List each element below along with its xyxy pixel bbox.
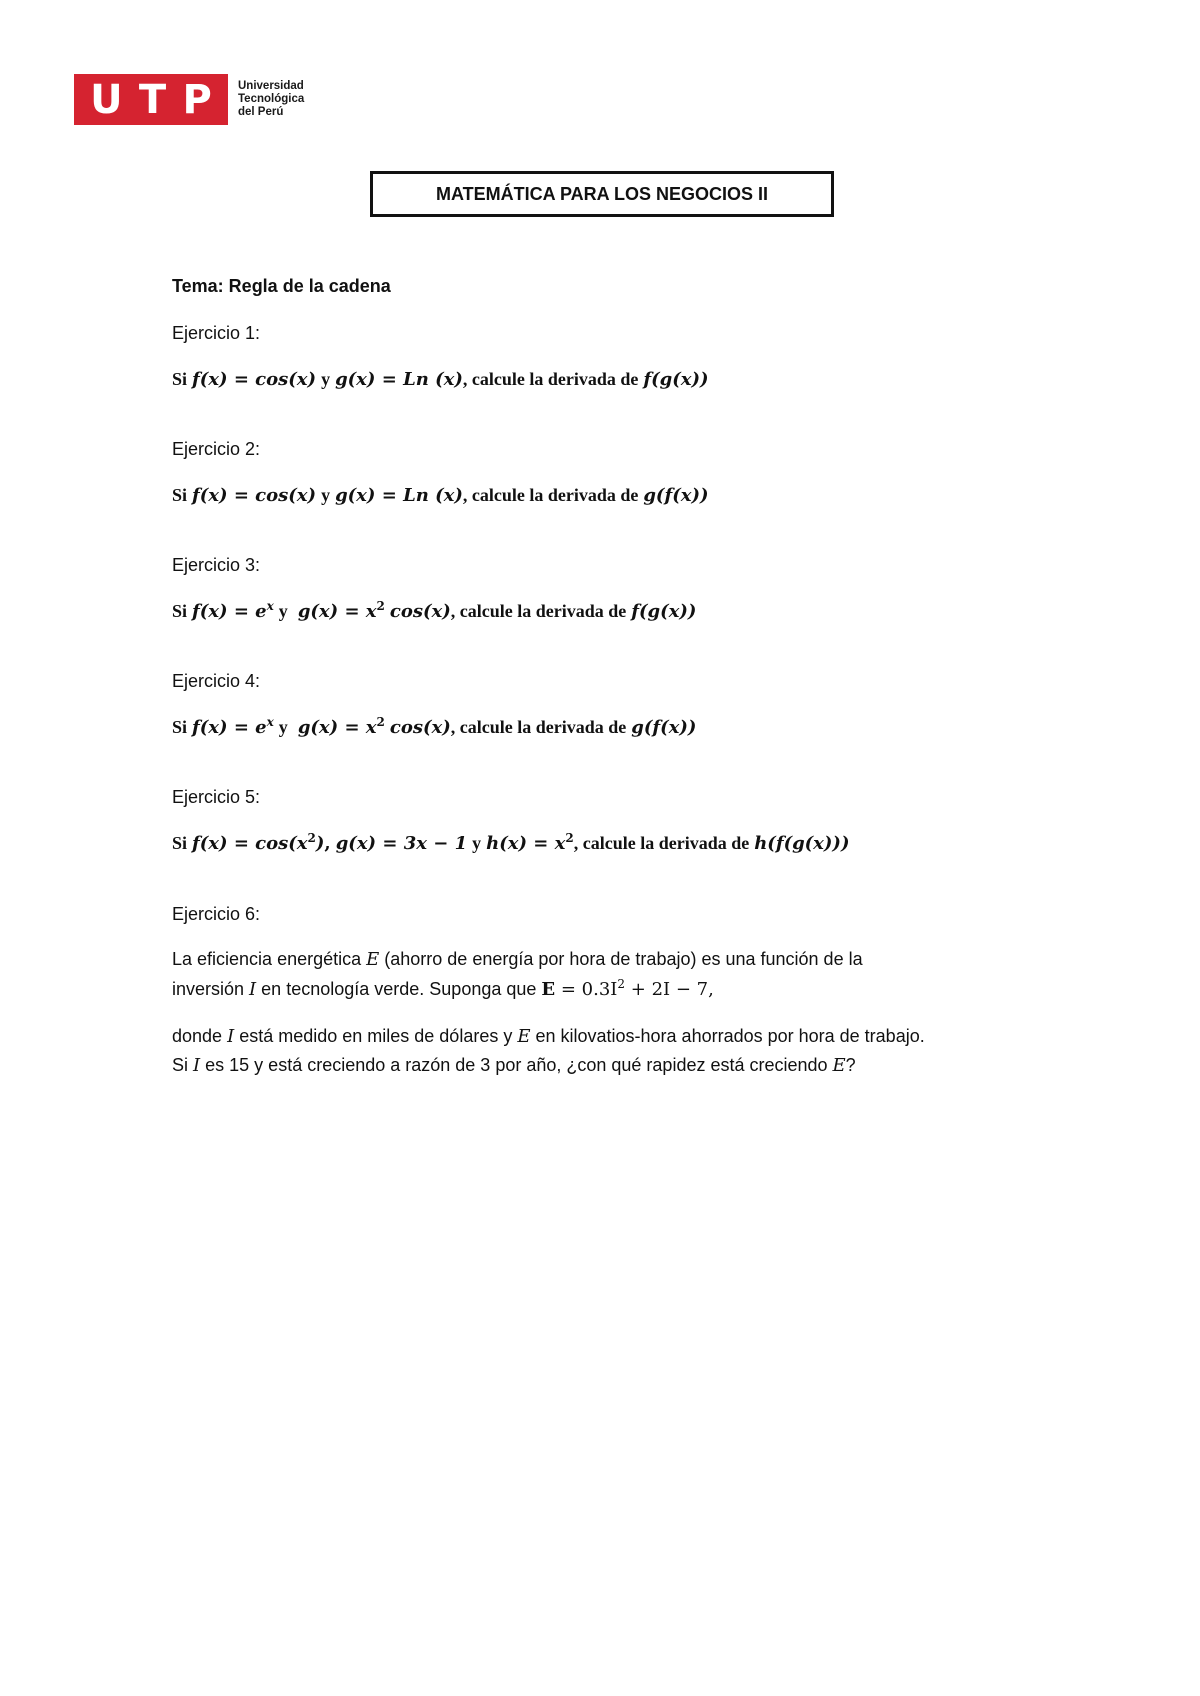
exercise-6-paragraph-1-line-2: inversión I en tecnología verde. Suponga que $E = 0.3I^2 + 2I - 7$, bbox=[172, 977, 714, 1000]
document-title-box bbox=[370, 171, 834, 217]
logo-letter-t: T bbox=[138, 76, 167, 123]
exercise-3-statement: Si $f(x) = e^x$ y $g(x) = x^2$ cos(x), calcule la derivada de f(g(x)) bbox=[172, 599, 697, 622]
logo-letter-p: P bbox=[182, 76, 212, 123]
logo-wordmark bbox=[238, 80, 304, 119]
utp-logo bbox=[74, 74, 304, 125]
logo-letter-u: U bbox=[90, 76, 123, 123]
exercise-1-heading: Ejercicio 1: bbox=[172, 323, 261, 343]
exercise-6-heading: Ejercicio 6: bbox=[172, 904, 261, 924]
exercise-3-heading: Ejercicio 3: bbox=[172, 555, 261, 575]
logo-line-1: Universidad bbox=[238, 80, 304, 92]
document-title: MATEMÁTICA PARA LOS NEGOCIOS II bbox=[436, 183, 768, 204]
exercise-6-paragraph-2-line-1: donde I está medido en miles de dólares y E en kilovatios-hora ahorrados por hora de trabajo. bbox=[172, 1026, 925, 1047]
exercise-5-heading: Ejercicio 5: bbox=[172, 787, 261, 807]
exercise-2-heading: Ejercicio 2: bbox=[172, 439, 261, 459]
exercise-4-heading: Ejercicio 4: bbox=[172, 671, 261, 691]
logo-mark bbox=[74, 74, 228, 125]
exercise-5-statement: Si $f(x) = \cos(x^2)$, g(x) = 3x − 1 y $h(x) = x^2$, calcule la derivada de h(f(g(x))) bbox=[172, 831, 850, 854]
exercise-6-paragraph-1-line-1: La eficiencia energética E (ahorro de energía por hora de trabajo) es una función de la bbox=[172, 949, 863, 970]
logo-line-3: del Perú bbox=[238, 106, 284, 118]
topic-heading: Tema: Regla de la cadena bbox=[172, 276, 391, 296]
exercise-6-paragraph-2-line-2: Si I es 15 y está creciendo a razón de 3 por año, ¿con qué rapidez está creciendo E? bbox=[172, 1055, 856, 1076]
exercise-4-statement: Si $f(x) = e^x$ y $g(x) = x^2$ cos(x), calcule la derivada de g(f(x)) bbox=[172, 715, 697, 738]
exercise-1-statement: Si f(x) = cos(x) y g(x) = Ln (x), calcule la derivada de f(g(x)) bbox=[172, 369, 709, 390]
exercise-2-statement: Si f(x) = cos(x) y g(x) = Ln (x), calcule la derivada de g(f(x)) bbox=[172, 485, 709, 506]
logo-line-2: Tecnológica bbox=[238, 93, 305, 105]
